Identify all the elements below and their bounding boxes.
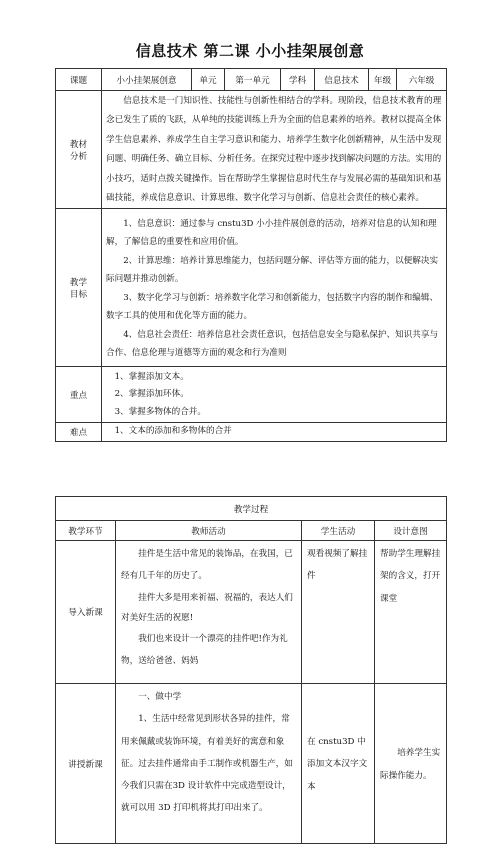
column-student: 学生活动 — [302, 521, 375, 541]
keypoint-item: 2、掌握添加环体。 — [114, 389, 189, 400]
keypoints-row — [56, 367, 447, 423]
grade-value: 六年级 — [397, 69, 447, 91]
goal-item: 4、信息社会责任：培养信息社会责任意识，包括信息安全与隐私保护、知识共享与合作、信息伦理与道德等方面的观念和行为准则 — [106, 329, 439, 359]
stage-cell: 导入新课 — [56, 541, 116, 684]
goals-label: 教学 目标 — [56, 209, 102, 367]
teacher-activity: 一、做中学 1、生活中经常见到形状各异的挂件，常用来佩戴或装饰环境，有着美好的寓意和象征。过去挂件通常由手工制作或机器生产，如今我们只需在3D 设计软件中完成造型设计，就可以用 3D 打印机将其打印出来了。 — [116, 684, 302, 844]
keypoint-item: 3、掌握多物体的合并。 — [114, 406, 206, 417]
keypoints-list — [102, 367, 447, 423]
subject-value: 信息技术 — [315, 69, 369, 91]
column-stage: 教学环节 — [56, 521, 116, 541]
process-row — [56, 684, 447, 844]
course-label: 课题 — [56, 69, 102, 91]
difficulty-label: 难点 — [56, 423, 102, 442]
student-activity: 观看视频了解挂件 — [302, 541, 375, 684]
teaching-process-table — [55, 496, 447, 844]
goal-item: 2、计算思维：培养计算思维能力，包括问题分解、评估等方面的能力，以便解决实际问题并推动创新。 — [106, 255, 439, 285]
goals-row — [56, 209, 447, 367]
analysis-row — [56, 91, 447, 209]
goal-item: 3、数字化学习与创新：培养数字化学习和创新能力，包括数字内容的制作和编辑、数字工具的使用和优化等方面的能力。 — [106, 292, 439, 322]
analysis-label: 教材 分析 — [56, 91, 102, 209]
unit-value: 第一单元 — [225, 69, 281, 91]
teacher-activity: 挂件是生活中常见的装饰品，在我国，已经有几千年的历史了。 挂件大多是用来祈福、祝福的，表达人们对美好生活的祝愿! 我们也来设计一个漂亮的挂件吧!作为礼物，送给爸爸、妈妈 — [116, 541, 302, 684]
keypoints-label: 重点 — [56, 367, 102, 423]
goal-item: 1、信息意识：通过参与 cnstu3D 小小挂件展创意的活动，培养对信息的认知和理解，了解信息的重要性和应用价值。 — [106, 218, 437, 248]
goals-list — [102, 209, 447, 367]
subject-label: 学科 — [281, 69, 315, 91]
unit-label: 单元 — [192, 69, 225, 91]
process-row — [56, 541, 447, 684]
process-columns-row — [56, 521, 447, 541]
column-teacher: 教师活动 — [116, 521, 302, 541]
grade-label: 年级 — [369, 69, 397, 91]
teacher-heading: 一、做中学 — [138, 692, 182, 702]
process-header-row — [56, 497, 447, 521]
lesson-info-table — [55, 68, 447, 442]
process-header: 教学过程 — [56, 497, 447, 521]
info-row — [56, 69, 447, 91]
course-value: 小小挂架展创意 — [102, 69, 192, 91]
column-intent: 设计意图 — [375, 521, 447, 541]
analysis-text: 信息技术是一门知识性、技能性与创新性相结合的学科。现阶段，信息技术教育的理念已发生了质的飞跃，从单纯的技能训练上升为全面的信息素养的培养。教材以提高全体学生信息素养、养成学生自主学习意识和能力、培养学生数字化创新精神，从生活中发现问题、明确任务、确立目标、分析任务。在探究过程中逐步找到解决问题的方法。实用的小技巧，适时点拨关键操作。旨在帮助学生掌握信息时代生存与发展必需的基础知识和基础技能，养成信息意识、计算思维、数字化学习与创新、信息社会责任的核心素养。 — [102, 91, 447, 209]
keypoint-item: 1、掌握添加文本。 — [114, 371, 189, 382]
stage-cell: 讲授新课 — [56, 684, 116, 844]
design-intent: 培养学生实际操作能力。 — [375, 684, 447, 844]
difficulty-text: 1、文本的添加和多物体的合并 — [102, 423, 447, 442]
difficulty-row — [56, 423, 447, 442]
page-title: 信息技术 第二课 小小挂架展创意 — [135, 42, 365, 60]
design-intent: 帮助学生理解挂架的含义，打开课堂 — [375, 541, 447, 684]
student-activity: 在 cnstu3D 中添加文本汉字文本 — [302, 684, 375, 844]
